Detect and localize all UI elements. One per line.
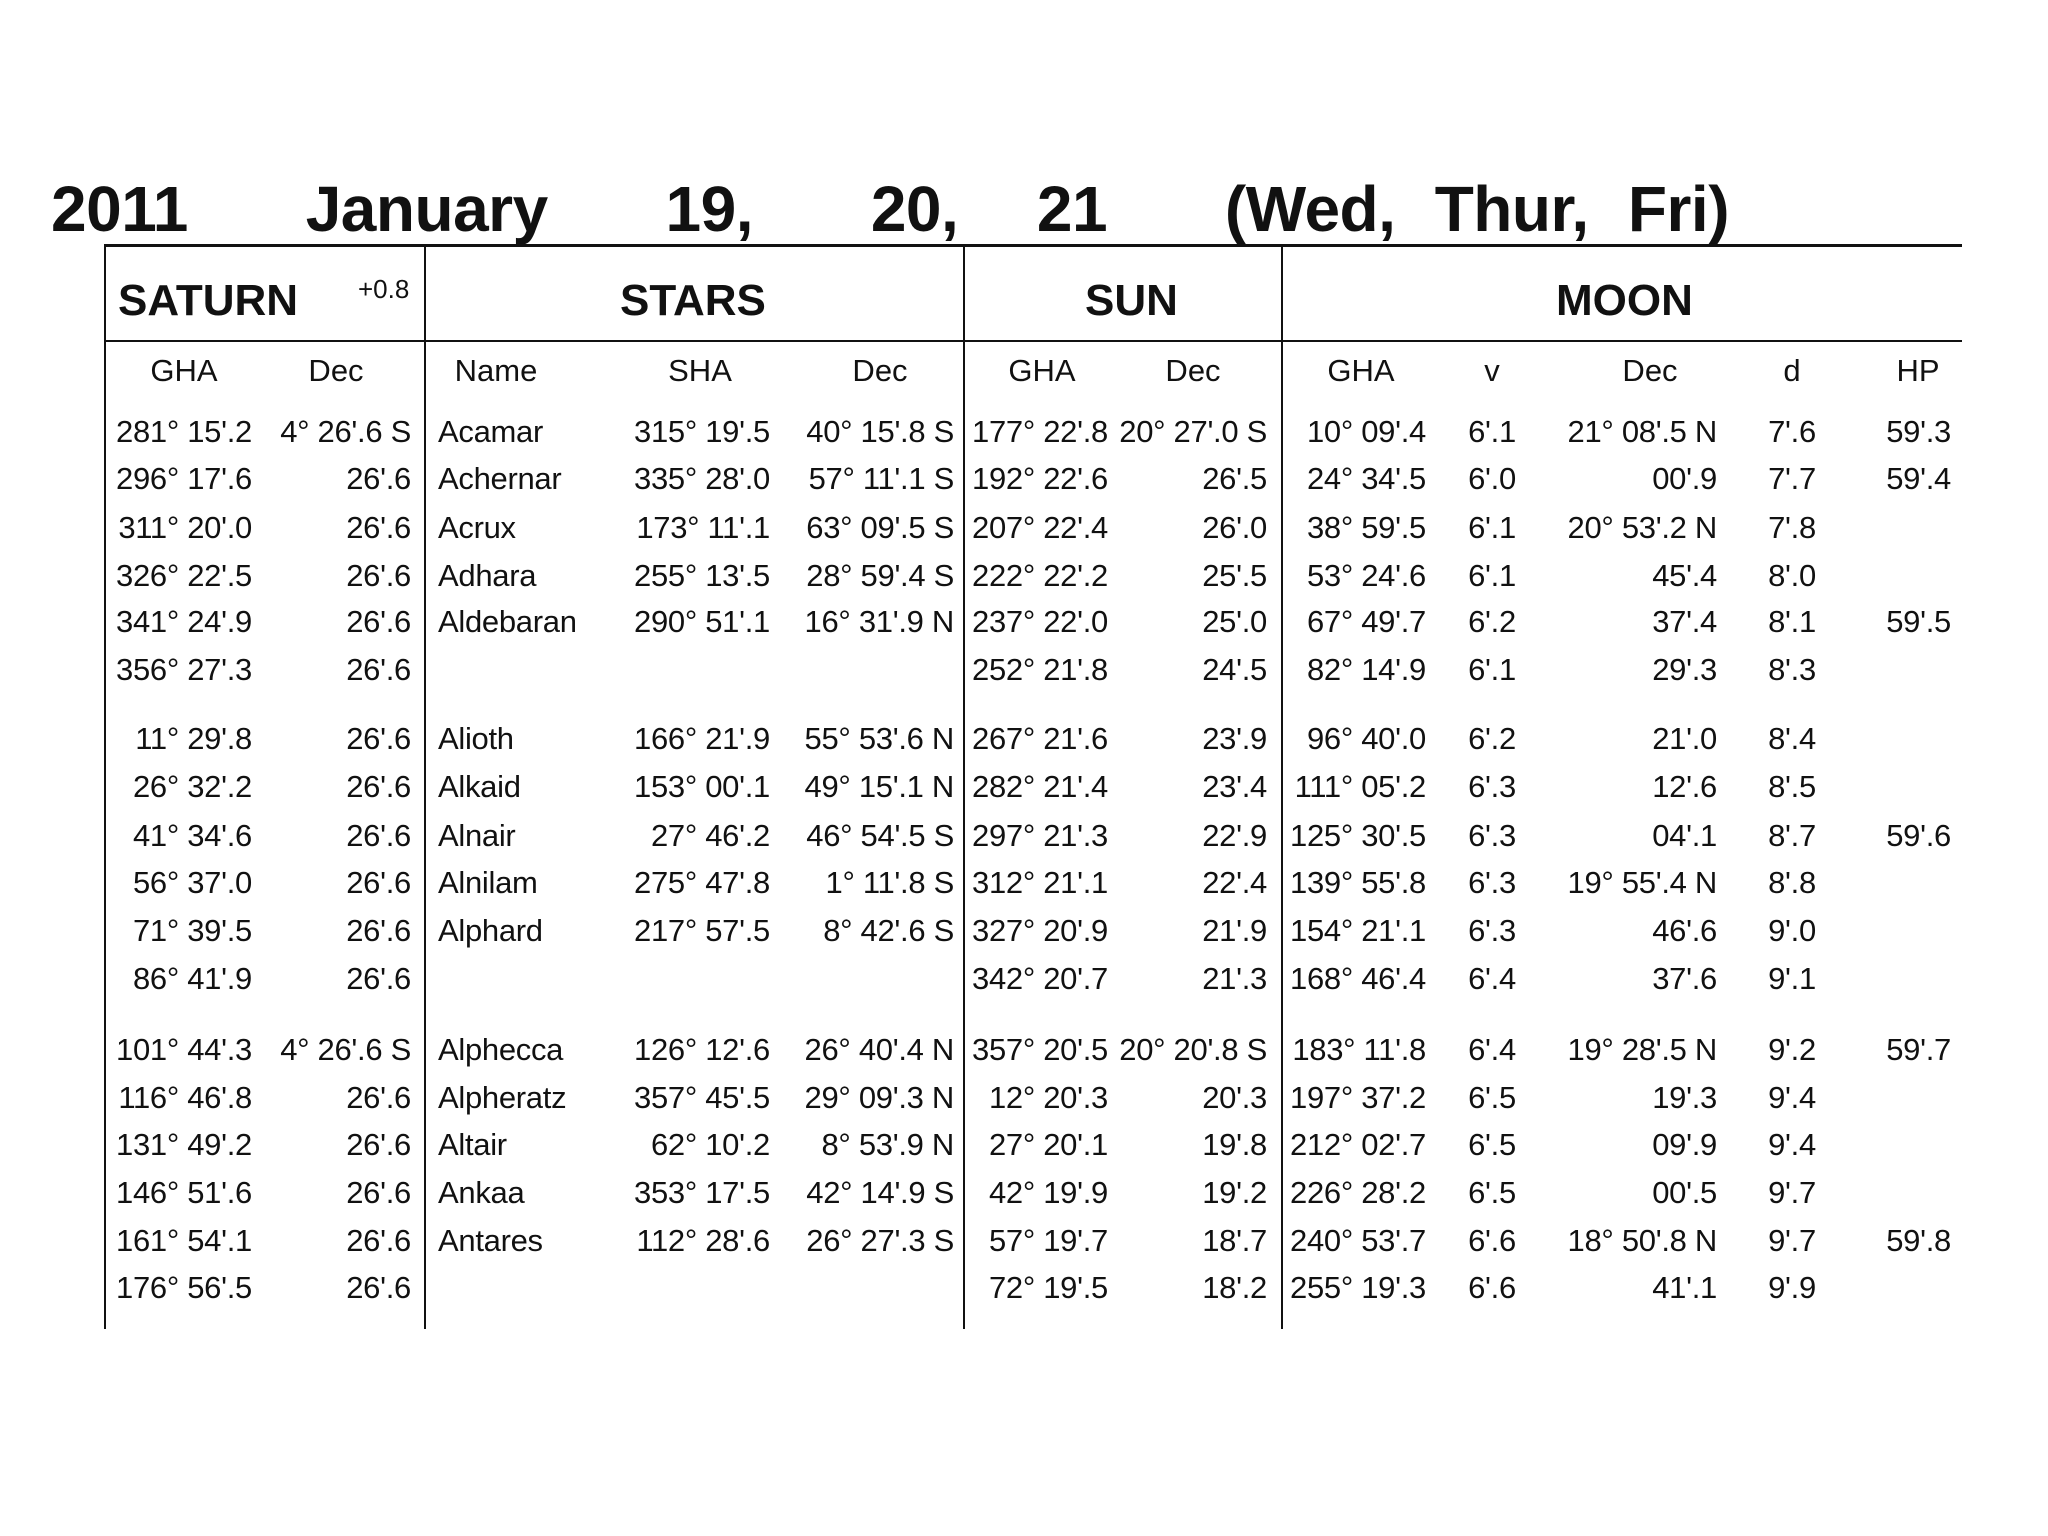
moon-d-header: d [1783,353,1801,388]
sun-dec-cell: 20'.3 [1202,1080,1267,1115]
moon-hp-cell: 59'.3 [1886,414,1951,449]
sun-title: SUN [1085,276,1178,325]
moon-dec-cell: 21° 08'.5 N [1567,414,1717,449]
stars-dec-cell: 49° 15'.1 N [804,769,954,804]
moon-v-cell: 6'.3 [1468,818,1516,853]
moon-v-cell: 6'.1 [1468,510,1516,545]
stars-dec-cell: 63° 09'.5 S [806,510,954,545]
sun-section [963,247,1283,1329]
stars-name-cell: Altair [438,1127,507,1162]
saturn-section [106,247,426,1329]
stars-name-cell: Adhara [438,558,537,593]
saturn-header [106,247,424,342]
moon-d-cell: 7'.6 [1768,414,1816,449]
moon-d-cell: 8'.0 [1768,558,1816,593]
saturn-gha-cell: 116° 46'.8 [118,1080,252,1115]
stars-header [424,247,963,342]
moon-d-cell: 9'.0 [1768,913,1816,948]
saturn-gha-cell: 311° 20'.0 [118,510,252,545]
moon-gha-cell: 82° 14'.9 [1306,652,1426,687]
stars-sha-cell: 126° 12'.6 [634,1032,770,1067]
sun-gha-cell: 72° 19'.5 [988,1270,1108,1305]
sun-dec-cell: 26'.0 [1202,510,1267,545]
saturn-gha-cell: 326° 22'.5 [116,558,252,593]
stars-name-cell: Alnilam [438,865,538,900]
stars-name-cell: Acamar [438,414,544,449]
moon-gha-cell: 53° 24'.6 [1306,558,1426,593]
moon-dec-cell: 19° 28'.5 N [1567,1032,1717,1067]
sun-gha-cell: 342° 20'.7 [972,961,1108,996]
saturn-dec-cell: 26'.6 [346,818,411,853]
moon-gha-cell: 168° 46'.4 [1290,961,1426,996]
moon-gha-cell: 226° 28'.2 [1290,1175,1426,1210]
moon-dec-cell: 04'.1 [1652,818,1717,853]
stars-sha-cell: 357° 45'.5 [634,1080,770,1115]
saturn-gha-cell: 41° 34'.6 [132,818,252,853]
moon-hp-cell: 59'.4 [1886,461,1951,496]
moon-v-cell: 6'.3 [1468,913,1516,948]
stars-dec-cell: 42° 14'.9 S [806,1175,954,1210]
sun-gha-cell: 327° 20'.9 [972,913,1108,948]
sun-gha-cell: 27° 20'.1 [988,1127,1108,1162]
moon-dec-cell: 00'.5 [1652,1175,1717,1210]
moon-gha-cell: 10° 09'.4 [1306,414,1426,449]
sun-header [963,247,1281,342]
stars-dec-cell: 55° 53'.6 N [804,721,954,756]
moon-d-cell: 9'.7 [1768,1223,1816,1258]
stars-dec-cell: 57° 11'.1 S [808,461,954,496]
moon-dec-cell: 09'.9 [1652,1127,1717,1162]
stars-dec-cell: 40° 15'.8 S [806,414,954,449]
moon-v-cell: 6'.5 [1468,1080,1516,1115]
moon-d-cell: 8'.8 [1768,865,1816,900]
saturn-dec-cell: 4° 26'.6 S [280,414,411,449]
sun-dec-cell: 23'.4 [1202,769,1267,804]
moon-gha-cell: 183° 11'.8 [1292,1032,1426,1067]
moon-v-cell: 6'.3 [1468,865,1516,900]
stars-name-header: Name [454,353,538,388]
stars-name-cell: Ankaa [438,1175,525,1210]
moon-v-cell: 6'.2 [1468,721,1516,756]
moon-dec-cell: 19'.3 [1652,1080,1717,1115]
saturn-dec-cell: 26'.6 [346,1127,411,1162]
stars-sha-cell: 217° 57'.5 [634,913,770,948]
sun-gha-cell: 207° 22'.4 [972,510,1108,545]
moon-d-cell: 9'.7 [1768,1175,1816,1210]
moon-header [1281,247,1962,342]
moon-dec-cell: 00'.9 [1652,461,1717,496]
sun-dec-cell: 21'.9 [1202,913,1267,948]
moon-gha-cell: 139° 55'.8 [1290,865,1426,900]
saturn-dec-cell: 26'.6 [346,1175,411,1210]
sun-gha-cell: 267° 21'.6 [972,721,1108,756]
sun-gha-cell: 237° 22'.0 [972,604,1108,639]
sun-dec-cell: 24'.5 [1202,652,1267,687]
stars-dec-cell: 26° 27'.3 S [806,1223,954,1258]
stars-sha-cell: 290° 51'.1 [634,604,770,639]
moon-dec-header: Dec [1622,353,1678,388]
sun-gha-cell: 282° 21'.4 [972,769,1108,804]
stars-dec-cell: 46° 54'.5 S [806,818,954,853]
stars-name-cell: Alkaid [438,769,521,804]
saturn-dec-cell: 26'.6 [346,1270,411,1305]
moon-v-cell: 6'.1 [1468,414,1516,449]
sun-gha-cell: 192° 22'.6 [972,461,1108,496]
sun-gha-cell: 42° 19'.9 [988,1175,1108,1210]
saturn-dec-cell: 26'.6 [346,913,411,948]
saturn-dec-cell: 26'.6 [346,558,411,593]
stars-name-cell: Alphecca [438,1032,564,1067]
moon-d-cell: 8'.3 [1768,652,1816,687]
moon-dec-cell: 29'.3 [1652,652,1717,687]
sun-dec-cell: 19'.2 [1202,1175,1267,1210]
moon-dec-cell: 37'.6 [1652,961,1717,996]
stars-sha-cell: 166° 21'.9 [634,721,770,756]
saturn-gha-cell: 146° 51'.6 [116,1175,252,1210]
stars-dec-cell: 8° 42'.6 S [823,913,954,948]
stars-name-cell: Antares [438,1223,543,1258]
sun-dec-cell: 26'.5 [1202,461,1267,496]
stars-sha-cell: 62° 10'.2 [650,1127,770,1162]
stars-sha-cell: 335° 28'.0 [634,461,770,496]
sun-dec-cell: 18'.7 [1202,1223,1267,1258]
moon-hp-cell: 59'.5 [1886,604,1951,639]
sun-gha-cell: 12° 20'.3 [988,1080,1108,1115]
moon-dec-cell: 46'.6 [1652,913,1717,948]
saturn-gha-cell: 86° 41'.9 [132,961,252,996]
sun-dec-cell: 25'.0 [1202,604,1267,639]
moon-v-cell: 6'.3 [1468,769,1516,804]
saturn-gha-cell: 341° 24'.9 [116,604,252,639]
stars-sha-cell: 173° 11'.1 [636,510,770,545]
sun-dec-cell: 21'.3 [1202,961,1267,996]
stars-dec-header: Dec [852,353,908,388]
moon-d-cell: 7'.7 [1768,461,1816,496]
moon-v-cell: 6'.6 [1468,1270,1516,1305]
saturn-dec-cell: 26'.6 [346,721,411,756]
stars-sha-cell: 315° 19'.5 [634,414,770,449]
moon-hp-cell: 59'.6 [1886,818,1951,853]
moon-hp-cell: 59'.8 [1886,1223,1951,1258]
moon-gha-cell: 240° 53'.7 [1290,1223,1426,1258]
stars-dec-cell: 26° 40'.4 N [804,1032,954,1067]
stars-name-cell: Acrux [438,510,516,545]
stars-sha-cell: 255° 13'.5 [634,558,770,593]
saturn-dec-cell: 26'.6 [346,652,411,687]
sun-gha-cell: 357° 20'.5 [972,1032,1108,1067]
stars-sha-cell: 153° 00'.1 [634,769,770,804]
stars-sha-cell: 112° 28'.6 [636,1223,770,1258]
saturn-dec-header: Dec [308,353,364,388]
saturn-dec-cell: 26'.6 [346,961,411,996]
moon-gha-cell: 154° 21'.1 [1290,913,1426,948]
stars-dec-cell: 8° 53'.9 N [821,1127,954,1162]
moon-gha-cell: 111° 05'.2 [1294,769,1426,804]
moon-v-cell: 6'.0 [1468,461,1516,496]
saturn-gha-cell: 176° 56'.5 [116,1270,252,1305]
saturn-gha-cell: 131° 49'.2 [116,1127,252,1162]
moon-dec-cell: 21'.0 [1652,721,1717,756]
moon-gha-cell: 96° 40'.0 [1306,721,1426,756]
sun-dec-cell: 20° 27'.0 S [1119,414,1267,449]
moon-dec-cell: 37'.4 [1652,604,1717,639]
moon-v-cell: 6'.4 [1468,961,1516,996]
saturn-gha-cell: 26° 32'.2 [132,769,252,804]
sun-dec-cell: 23'.9 [1202,721,1267,756]
stars-section [424,247,965,1329]
sun-dec-cell: 20° 20'.8 S [1119,1032,1267,1067]
saturn-dec-cell: 26'.6 [346,604,411,639]
almanac-table [104,244,1962,1329]
moon-dec-cell: 45'.4 [1652,558,1717,593]
saturn-dec-cell: 26'.6 [346,461,411,496]
sun-gha-cell: 177° 22'.8 [972,414,1108,449]
stars-sha-cell: 27° 46'.2 [650,818,770,853]
moon-v-cell: 6'.2 [1468,604,1516,639]
moon-d-cell: 8'.7 [1768,818,1816,853]
stars-name-cell: Aldebaran [438,604,577,639]
sun-gha-cell: 57° 19'.7 [988,1223,1108,1258]
sun-dec-cell: 19'.8 [1202,1127,1267,1162]
stars-title: STARS [620,276,766,325]
stars-dec-cell: 1° 11'.8 S [825,865,954,900]
moon-hp-header: HP [1896,353,1940,388]
sun-dec-cell: 22'.4 [1202,865,1267,900]
moon-gha-cell: 38° 59'.5 [1306,510,1426,545]
saturn-gha-cell: 101° 44'.3 [116,1032,252,1067]
page-title: 2011 January 19, 20, 21 (Wed, Thur, Fri) [51,173,1729,245]
sun-dec-cell: 22'.9 [1202,818,1267,853]
stars-name-cell: Alnair [438,818,516,853]
saturn-gha-cell: 296° 17'.6 [116,461,252,496]
saturn-gha-cell: 71° 39'.5 [132,913,252,948]
moon-gha-cell: 212° 02'.7 [1290,1127,1426,1162]
moon-v-cell: 6'.5 [1468,1175,1516,1210]
moon-d-cell: 9'.4 [1768,1080,1816,1115]
sun-gha-cell: 222° 22'.2 [972,558,1108,593]
sun-gha-cell: 252° 21'.8 [972,652,1108,687]
saturn-dec-cell: 26'.6 [346,865,411,900]
moon-gha-cell: 24° 34'.5 [1306,461,1426,496]
stars-dec-cell: 28° 59'.4 S [806,558,954,593]
saturn-gha-header: GHA [150,353,218,388]
stars-name-cell: Alphard [438,913,543,948]
sun-dec-cell: 18'.2 [1202,1270,1267,1305]
moon-hp-cell: 59'.7 [1886,1032,1951,1067]
moon-title: MOON [1556,276,1693,325]
saturn-gha-cell: 11° 29'.8 [135,721,252,756]
moon-d-cell: 9'.1 [1768,961,1816,996]
moon-v-header: v [1484,353,1500,388]
saturn-dec-cell: 26'.6 [346,1223,411,1258]
saturn-gha-cell: 56° 37'.0 [132,865,252,900]
moon-dec-cell: 18° 50'.8 N [1567,1223,1717,1258]
saturn-gha-cell: 356° 27'.3 [116,652,252,687]
sun-gha-cell: 297° 21'.3 [972,818,1108,853]
saturn-dec-cell: 4° 26'.6 S [280,1032,411,1067]
moon-d-cell: 8'.5 [1768,769,1816,804]
stars-dec-cell: 16° 31'.9 N [804,604,954,639]
stars-sha-cell: 353° 17'.5 [634,1175,770,1210]
stars-sha-header: SHA [668,353,732,388]
moon-dec-cell: 19° 55'.4 N [1567,865,1717,900]
stars-name-cell: Alioth [438,721,514,756]
saturn-title: SATURN [118,276,299,325]
moon-section [1281,247,1962,1329]
stars-name-cell: Achernar [438,461,562,496]
moon-dec-cell: 41'.1 [1652,1270,1717,1305]
moon-v-cell: 6'.6 [1468,1223,1516,1258]
moon-v-cell: 6'.1 [1468,652,1516,687]
saturn-gha-cell: 161° 54'.1 [116,1223,252,1258]
moon-v-cell: 6'.4 [1468,1032,1516,1067]
saturn-gha-cell: 281° 15'.2 [116,414,252,449]
moon-d-cell: 9'.4 [1768,1127,1816,1162]
moon-d-cell: 9'.2 [1768,1032,1816,1067]
moon-d-cell: 7'.8 [1768,510,1816,545]
moon-v-cell: 6'.1 [1468,558,1516,593]
moon-d-cell: 8'.1 [1768,604,1816,639]
sun-dec-cell: 25'.5 [1202,558,1267,593]
moon-d-cell: 9'.9 [1768,1270,1816,1305]
sun-gha-header: GHA [1008,353,1076,388]
moon-gha-cell: 255° 19'.3 [1290,1270,1426,1305]
sun-gha-cell: 312° 21'.1 [972,865,1108,900]
moon-gha-cell: 197° 37'.2 [1290,1080,1426,1115]
sun-dec-header: Dec [1165,353,1221,388]
saturn-dec-cell: 26'.6 [346,510,411,545]
moon-dec-cell: 20° 53'.2 N [1567,510,1717,545]
moon-dec-cell: 12'.6 [1652,769,1717,804]
stars-name-cell: Alpheratz [438,1080,567,1115]
moon-d-cell: 8'.4 [1768,721,1816,756]
moon-gha-header: GHA [1327,353,1395,388]
saturn-dec-cell: 26'.6 [346,769,411,804]
moon-gha-cell: 67° 49'.7 [1306,604,1426,639]
saturn-dec-cell: 26'.6 [346,1080,411,1115]
moon-v-cell: 6'.5 [1468,1127,1516,1162]
saturn-magnitude: +0.8 [358,274,410,304]
stars-dec-cell: 29° 09'.3 N [804,1080,954,1115]
moon-gha-cell: 125° 30'.5 [1290,818,1426,853]
stars-sha-cell: 275° 47'.8 [634,865,770,900]
